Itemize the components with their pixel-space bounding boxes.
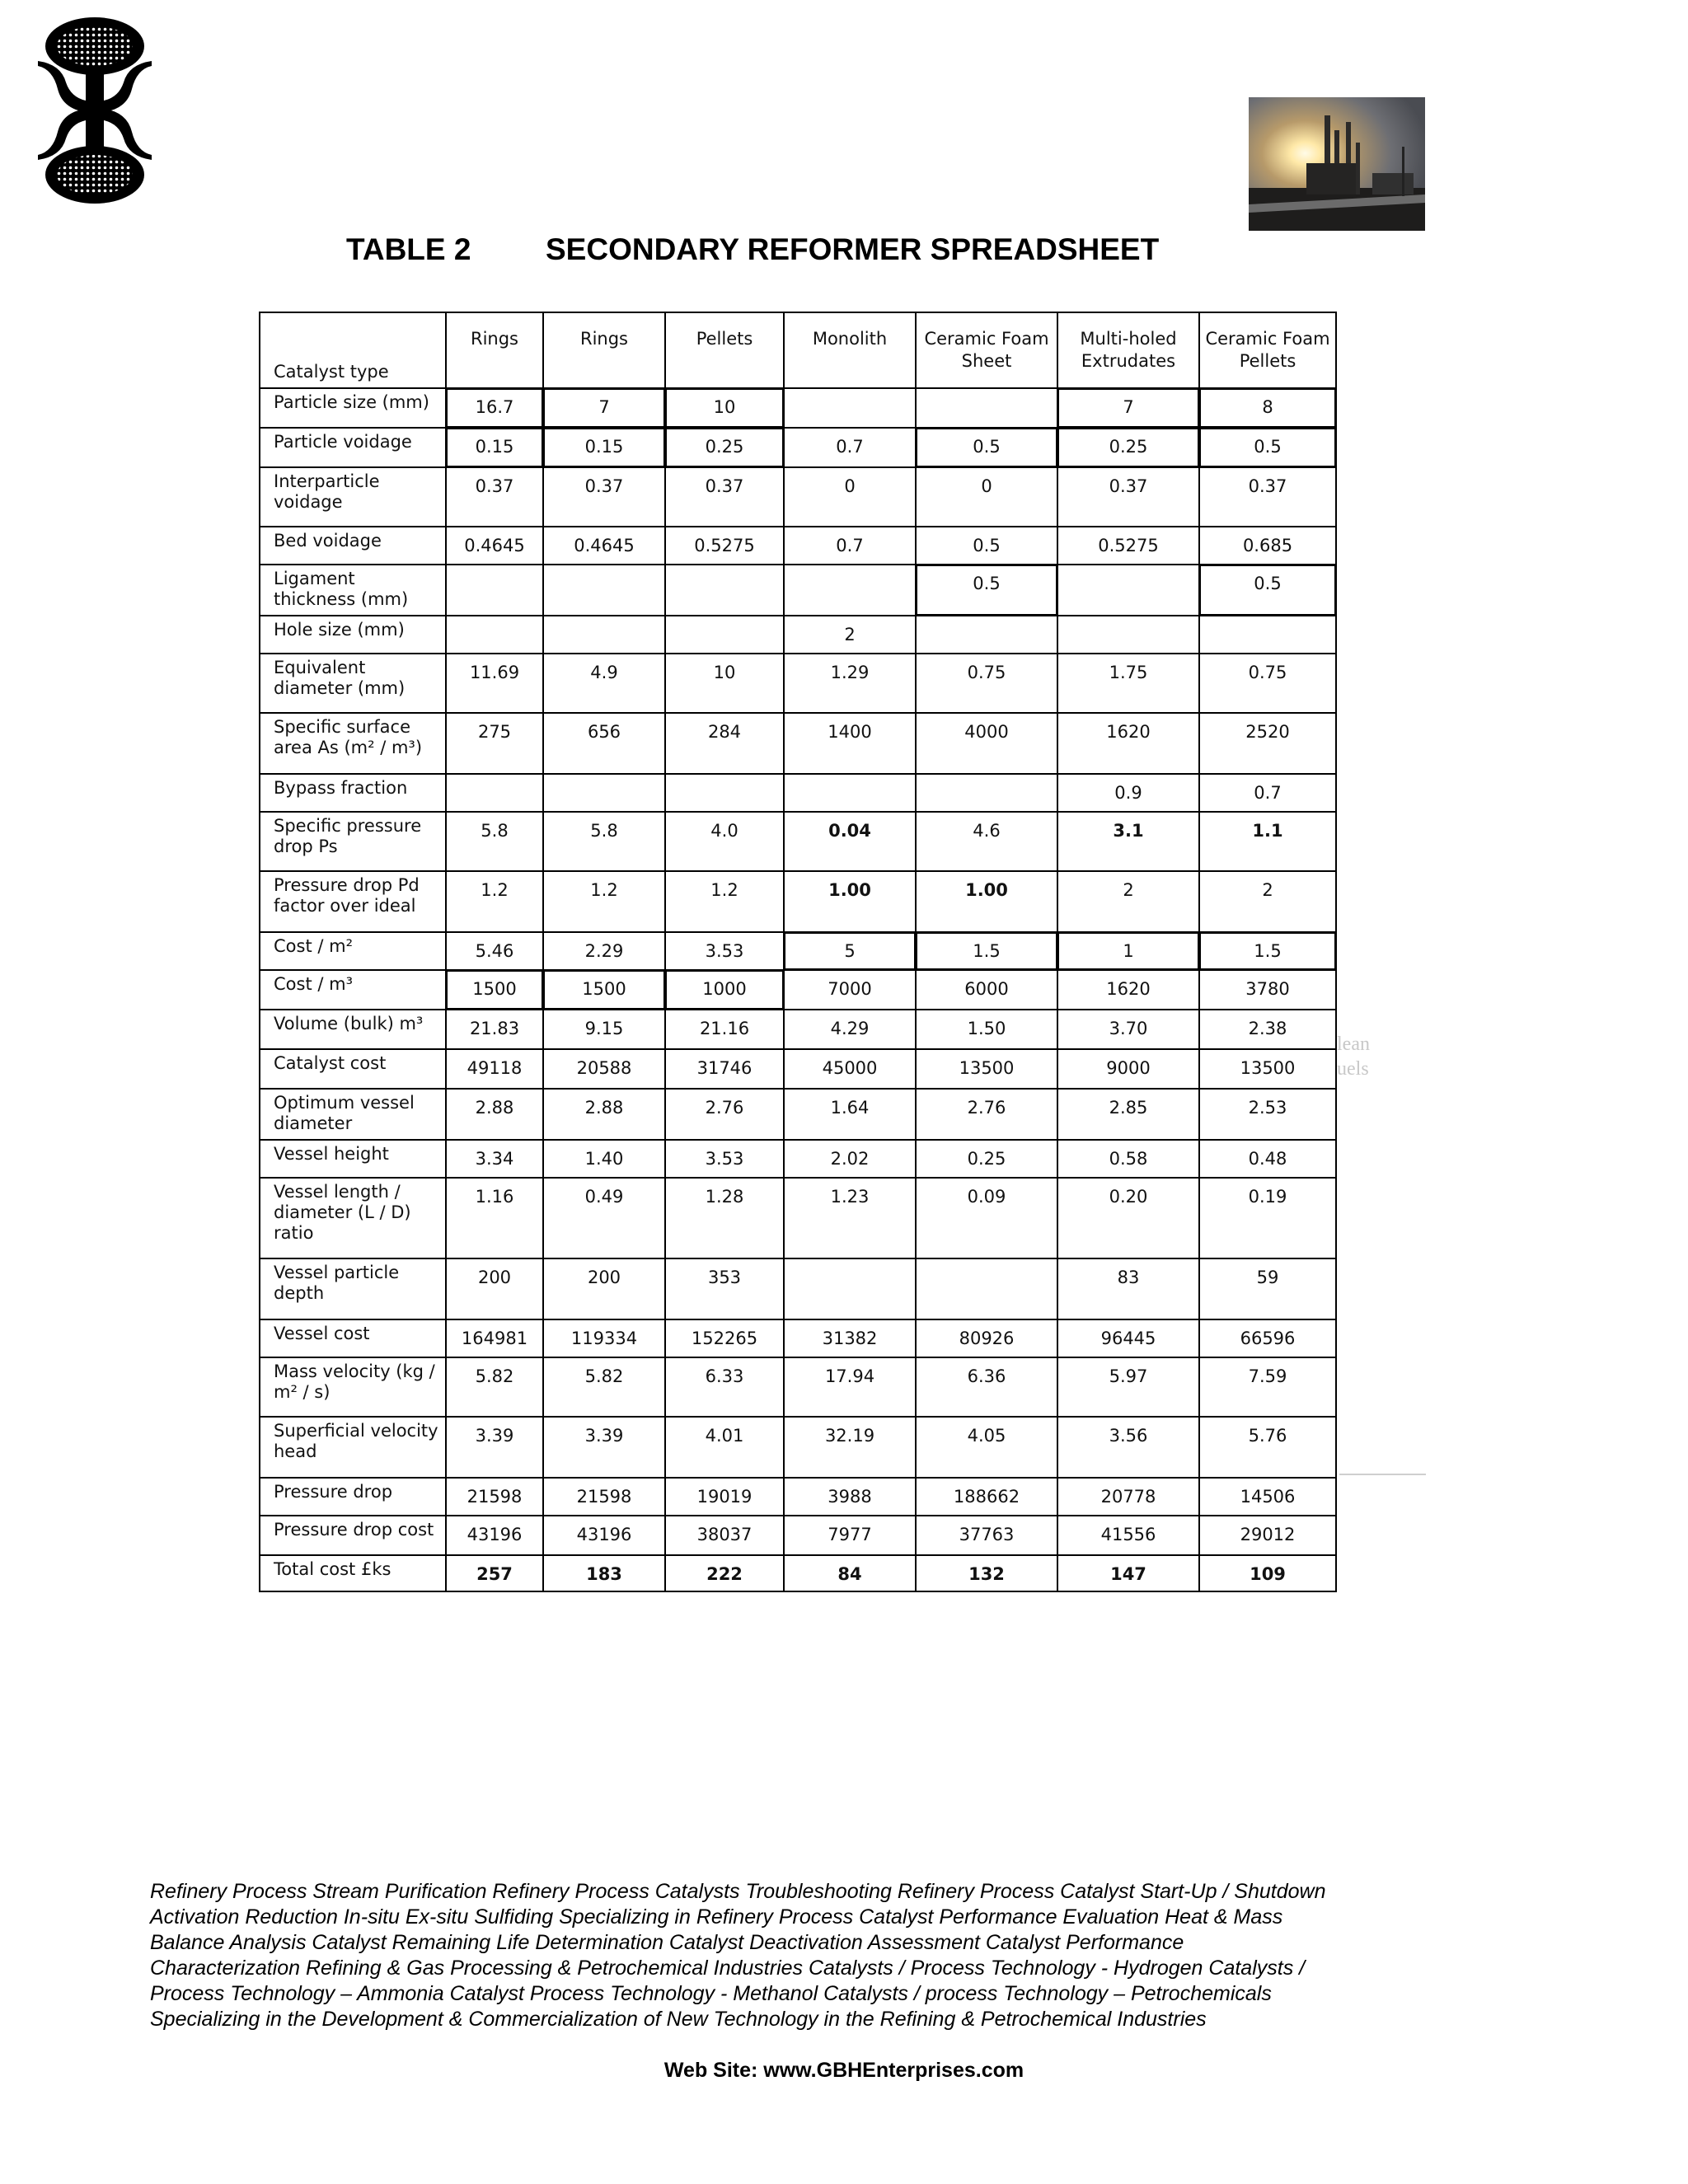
table-cell: 0.9 bbox=[1057, 774, 1199, 812]
table-cell: 5 bbox=[784, 932, 916, 970]
table-cell: 41556 bbox=[1057, 1516, 1199, 1555]
table-cell: 0.5275 bbox=[665, 527, 784, 565]
table-cell: 0.5 bbox=[916, 428, 1057, 467]
table-cell: 3.1 bbox=[1057, 812, 1199, 871]
table-cell: 1.5 bbox=[916, 932, 1057, 970]
table-cell: 5.82 bbox=[446, 1357, 543, 1417]
table-cell bbox=[665, 565, 784, 616]
table-cell: 3.56 bbox=[1057, 1417, 1199, 1478]
table-cell bbox=[543, 774, 665, 812]
column-header: Ceramic Foam Sheet bbox=[916, 312, 1057, 388]
table-cell: 0 bbox=[784, 467, 916, 527]
secondary-reformer-table bbox=[259, 312, 1337, 1592]
table-cell: 3.70 bbox=[1057, 1010, 1199, 1049]
table-cell: 3.34 bbox=[446, 1140, 543, 1178]
table-row bbox=[260, 527, 1336, 565]
table-cell: 7.59 bbox=[1199, 1357, 1336, 1417]
table-cell bbox=[916, 388, 1057, 428]
table-cell: 3.39 bbox=[543, 1417, 665, 1478]
table-row bbox=[260, 1089, 1336, 1140]
table-row bbox=[260, 713, 1336, 774]
table-cell bbox=[1199, 616, 1336, 654]
column-header: Rings bbox=[543, 312, 665, 388]
table-cell: 4000 bbox=[916, 713, 1057, 774]
table-cell bbox=[784, 565, 916, 616]
table-cell bbox=[665, 774, 784, 812]
table-cell: 21.83 bbox=[446, 1010, 543, 1049]
column-header: Pellets bbox=[665, 312, 784, 388]
table-cell: 0.5 bbox=[1199, 428, 1336, 467]
table-cell bbox=[446, 774, 543, 812]
row-label: Specific surface area As (m² / m³) bbox=[260, 713, 446, 774]
table-row bbox=[260, 1357, 1336, 1417]
row-label: Catalyst cost bbox=[260, 1049, 446, 1089]
table-cell: 2.88 bbox=[543, 1089, 665, 1140]
table-cell: 1.23 bbox=[784, 1178, 916, 1258]
table-cell: 152265 bbox=[665, 1319, 784, 1357]
table-title: SECONDARY REFORMER SPREADSHEET bbox=[546, 232, 1160, 266]
refinery-photo bbox=[1249, 97, 1425, 231]
table-cell: 164981 bbox=[446, 1319, 543, 1357]
table-cell: 0.15 bbox=[446, 428, 543, 467]
table-cell: 275 bbox=[446, 713, 543, 774]
row-label: Particle size (mm) bbox=[260, 388, 446, 428]
table-cell bbox=[446, 565, 543, 616]
table-cell: 3.39 bbox=[446, 1417, 543, 1478]
table-cell: 0.48 bbox=[1199, 1140, 1336, 1178]
table-cell: 7 bbox=[1057, 388, 1199, 428]
table-cell bbox=[1057, 565, 1199, 616]
table-row bbox=[260, 1140, 1336, 1178]
table-cell: 1.2 bbox=[446, 871, 543, 932]
table-row bbox=[260, 1049, 1336, 1089]
table-cell: 1.5 bbox=[1199, 932, 1336, 970]
table-cell: 10 bbox=[665, 388, 784, 428]
table-cell: 7000 bbox=[784, 970, 916, 1010]
row-label: Vessel height bbox=[260, 1140, 446, 1178]
table-cell: 0.4645 bbox=[543, 527, 665, 565]
table-cell: 21.16 bbox=[665, 1010, 784, 1049]
table-cell: 0.37 bbox=[665, 467, 784, 527]
table-cell: 0.685 bbox=[1199, 527, 1336, 565]
table-cell: 1.00 bbox=[784, 871, 916, 932]
company-logo-icon bbox=[33, 15, 157, 206]
table-cell: 6.33 bbox=[665, 1357, 784, 1417]
table-cell: 1620 bbox=[1057, 970, 1199, 1010]
row-label: Pressure drop cost bbox=[260, 1516, 446, 1555]
table-cell: 20588 bbox=[543, 1049, 665, 1089]
row-label: Cost / m³ bbox=[260, 970, 446, 1010]
table-cell bbox=[784, 774, 916, 812]
column-header: Ceramic Foam Pellets bbox=[1199, 312, 1336, 388]
table-cell: 7977 bbox=[784, 1516, 916, 1555]
row-label: Hole size (mm) bbox=[260, 616, 446, 654]
table-cell: 0.7 bbox=[1199, 774, 1336, 812]
table-cell bbox=[784, 388, 916, 428]
table-cell: 1400 bbox=[784, 713, 916, 774]
table-cell: 83 bbox=[1057, 1258, 1199, 1319]
table-cell bbox=[916, 1258, 1057, 1319]
row-label: Total cost £ks bbox=[260, 1555, 446, 1591]
row-label: Mass velocity (kg / m² / s) bbox=[260, 1357, 446, 1417]
table-row bbox=[260, 970, 1336, 1010]
table-cell: 37763 bbox=[916, 1516, 1057, 1555]
table-cell: 43196 bbox=[446, 1516, 543, 1555]
table-cell: 2.76 bbox=[665, 1089, 784, 1140]
faint-background-text bbox=[1337, 1032, 1370, 1081]
table-cell: 1.64 bbox=[784, 1089, 916, 1140]
table-cell: 4.9 bbox=[543, 654, 665, 713]
table-row bbox=[260, 1417, 1336, 1478]
row-label: Pressure drop Pd factor over ideal bbox=[260, 871, 446, 932]
table-cell: 20778 bbox=[1057, 1478, 1199, 1516]
table-cell bbox=[543, 565, 665, 616]
table-cell: 2.76 bbox=[916, 1089, 1057, 1140]
table-cell: 0.5 bbox=[1199, 565, 1336, 616]
table-cell: 66596 bbox=[1199, 1319, 1336, 1357]
table-cell: 0.04 bbox=[784, 812, 916, 871]
table-cell: 11.69 bbox=[446, 654, 543, 713]
row-label: Vessel length / diameter (L / D) ratio bbox=[260, 1178, 446, 1258]
table-cell: 1.29 bbox=[784, 654, 916, 713]
table-cell bbox=[665, 616, 784, 654]
table-cell: 5.8 bbox=[446, 812, 543, 871]
table-cell: 21598 bbox=[446, 1478, 543, 1516]
table-cell: 353 bbox=[665, 1258, 784, 1319]
table-cell: 1.2 bbox=[665, 871, 784, 932]
table-cell: 4.6 bbox=[916, 812, 1057, 871]
table-cell: 188662 bbox=[916, 1478, 1057, 1516]
row-label: Optimum vessel diameter bbox=[260, 1089, 446, 1140]
table-cell: 0.5275 bbox=[1057, 527, 1199, 565]
row-label: Interparticle voidage bbox=[260, 467, 446, 527]
table-cell: 38037 bbox=[665, 1516, 784, 1555]
table-cell: 0.37 bbox=[1199, 467, 1336, 527]
table-cell: 0.5 bbox=[916, 565, 1057, 616]
table-row bbox=[260, 1319, 1336, 1357]
column-header: Multi-holed Extrudates bbox=[1057, 312, 1199, 388]
table-cell: 1 bbox=[1057, 932, 1199, 970]
table-cell: 84 bbox=[784, 1555, 916, 1591]
table-cell: 147 bbox=[1057, 1555, 1199, 1591]
table-cell: 5.97 bbox=[1057, 1357, 1199, 1417]
table-cell: 2.02 bbox=[784, 1140, 916, 1178]
table-cell: 2520 bbox=[1199, 713, 1336, 774]
table-cell: 4.0 bbox=[665, 812, 784, 871]
table-cell: 0.37 bbox=[1057, 467, 1199, 527]
row-label: Ligament thickness (mm) bbox=[260, 565, 446, 616]
column-header: Monolith bbox=[784, 312, 916, 388]
faint-text-line: lean bbox=[1337, 1033, 1370, 1055]
table-cell: 1000 bbox=[665, 970, 784, 1010]
table-cell: 1.00 bbox=[916, 871, 1057, 932]
table-cell: 2.88 bbox=[446, 1089, 543, 1140]
faint-text-line: uels bbox=[1337, 1058, 1369, 1080]
row-label-header: Catalyst type bbox=[260, 312, 446, 388]
table-cell: 656 bbox=[543, 713, 665, 774]
table-cell: 200 bbox=[446, 1258, 543, 1319]
table-cell: 109 bbox=[1199, 1555, 1336, 1591]
website-line bbox=[0, 2059, 1688, 2083]
table-cell bbox=[916, 774, 1057, 812]
table-cell: 4.29 bbox=[784, 1010, 916, 1049]
table-cell: 0.49 bbox=[543, 1178, 665, 1258]
table-row bbox=[260, 774, 1336, 812]
table-cell: 119334 bbox=[543, 1319, 665, 1357]
table-row bbox=[260, 1516, 1336, 1555]
table-cell: 31382 bbox=[784, 1319, 916, 1357]
table-cell: 16.7 bbox=[446, 388, 543, 428]
table-cell: 29012 bbox=[1199, 1516, 1336, 1555]
table-cell: 31746 bbox=[665, 1049, 784, 1089]
table-row bbox=[260, 1478, 1336, 1516]
table-cell: 17.94 bbox=[784, 1357, 916, 1417]
table-cell: 4.05 bbox=[916, 1417, 1057, 1478]
table-cell: 9000 bbox=[1057, 1049, 1199, 1089]
table-cell: 5.76 bbox=[1199, 1417, 1336, 1478]
table-cell: 0.4645 bbox=[446, 527, 543, 565]
table-cell: 43196 bbox=[543, 1516, 665, 1555]
table-cell: 2.85 bbox=[1057, 1089, 1199, 1140]
table-row bbox=[260, 616, 1336, 654]
table-cell: 0.15 bbox=[543, 428, 665, 467]
footer-description: Refinery Process Stream Purification Refinery Process Catalysts Troubleshooting Refinery Process Catalyst Start-Up / Shutdown Activation Reduction In-situ Ex-situ Sulfiding Specializing in Refinery Process Catalyst Performance Evaluation Heat & Mass Balance Analysis Catalyst Remaining Life Determination Catalyst Deactivation Assessment Catalyst Performance Characterization Refining & Gas Processing & Petrochemical Industries Catalysts / Process Technology - Hydrogen Catalysts / Process Technology – Ammonia Catalyst Process Technology - Methanol Catalysts / process Technology – Petrochemicals Specializing in the Development & Commercialization of New Technology in the Refining & Petrochemical Industries bbox=[150, 1880, 1326, 2031]
table-cell: 0.19 bbox=[1199, 1178, 1336, 1258]
table-row bbox=[260, 428, 1336, 467]
table-number: TABLE 2 bbox=[346, 232, 471, 266]
table-cell: 0.25 bbox=[916, 1140, 1057, 1178]
website-link[interactable]: Web Site: www.GBHEnterprises.com bbox=[663, 2059, 1025, 2082]
table-cell: 1.50 bbox=[916, 1010, 1057, 1049]
table-cell: 0.37 bbox=[543, 467, 665, 527]
table-row bbox=[260, 1178, 1336, 1258]
table-cell: 1.2 bbox=[543, 871, 665, 932]
table-cell: 1500 bbox=[543, 970, 665, 1010]
table-cell: 2.29 bbox=[543, 932, 665, 970]
table-cell: 0.58 bbox=[1057, 1140, 1199, 1178]
row-label: Volume (bulk) m³ bbox=[260, 1010, 446, 1049]
table-row bbox=[260, 1258, 1336, 1319]
table-cell: 5.46 bbox=[446, 932, 543, 970]
table-row bbox=[260, 467, 1336, 527]
table-cell: 1.40 bbox=[543, 1140, 665, 1178]
table-cell: 132 bbox=[916, 1555, 1057, 1591]
table-cell: 10 bbox=[665, 654, 784, 713]
table-cell: 13500 bbox=[1199, 1049, 1336, 1089]
table-cell: 1.75 bbox=[1057, 654, 1199, 713]
table-cell: 0.5 bbox=[916, 527, 1057, 565]
table-cell: 3988 bbox=[784, 1478, 916, 1516]
table-cell: 13500 bbox=[916, 1049, 1057, 1089]
table-cell: 21598 bbox=[543, 1478, 665, 1516]
row-label: Bypass fraction bbox=[260, 774, 446, 812]
table-cell: 0.20 bbox=[1057, 1178, 1199, 1258]
table-cell: 0.75 bbox=[1199, 654, 1336, 713]
table-cell bbox=[784, 1258, 916, 1319]
row-label: Bed voidage bbox=[260, 527, 446, 565]
table-cell: 6.36 bbox=[916, 1357, 1057, 1417]
row-label: Superficial velocity head bbox=[260, 1417, 446, 1478]
table-row bbox=[260, 1010, 1336, 1049]
table-cell bbox=[1057, 616, 1199, 654]
table-cell: 3.53 bbox=[665, 932, 784, 970]
table-cell bbox=[446, 616, 543, 654]
table-cell bbox=[916, 616, 1057, 654]
table-cell: 7 bbox=[543, 388, 665, 428]
table-cell: 32.19 bbox=[784, 1417, 916, 1478]
table-cell: 96445 bbox=[1057, 1319, 1199, 1357]
table-cell: 2 bbox=[1057, 871, 1199, 932]
table-cell: 80926 bbox=[916, 1319, 1057, 1357]
table-row bbox=[260, 1555, 1336, 1591]
table-cell: 3.53 bbox=[665, 1140, 784, 1178]
table-cell: 0.7 bbox=[784, 428, 916, 467]
column-header: Rings bbox=[446, 312, 543, 388]
table-cell: 1.16 bbox=[446, 1178, 543, 1258]
table-cell: 5.8 bbox=[543, 812, 665, 871]
row-label: Vessel particle depth bbox=[260, 1258, 446, 1319]
table-cell: 0.25 bbox=[1057, 428, 1199, 467]
table-cell: 2.38 bbox=[1199, 1010, 1336, 1049]
table-cell: 3780 bbox=[1199, 970, 1336, 1010]
table-cell: 284 bbox=[665, 713, 784, 774]
table-cell: 200 bbox=[543, 1258, 665, 1319]
table-cell bbox=[543, 616, 665, 654]
table-cell: 59 bbox=[1199, 1258, 1336, 1319]
table-cell: 0 bbox=[916, 467, 1057, 527]
row-label: Cost / m² bbox=[260, 932, 446, 970]
table-cell: 183 bbox=[543, 1555, 665, 1591]
table-cell: 222 bbox=[665, 1555, 784, 1591]
row-label: Particle voidage bbox=[260, 428, 446, 467]
faint-divider bbox=[1339, 1474, 1426, 1475]
table-cell: 0.25 bbox=[665, 428, 784, 467]
table-cell: 19019 bbox=[665, 1478, 784, 1516]
table-cell: 49118 bbox=[446, 1049, 543, 1089]
table-row bbox=[260, 812, 1336, 871]
table-cell: 257 bbox=[446, 1555, 543, 1591]
table-cell: 2.53 bbox=[1199, 1089, 1336, 1140]
table-cell: 14506 bbox=[1199, 1478, 1336, 1516]
table-cell: 1500 bbox=[446, 970, 543, 1010]
table-cell: 45000 bbox=[784, 1049, 916, 1089]
table-cell: 5.82 bbox=[543, 1357, 665, 1417]
table-cell: 2 bbox=[784, 616, 916, 654]
table-cell: 0.75 bbox=[916, 654, 1057, 713]
row-label: Pressure drop bbox=[260, 1478, 446, 1516]
table-cell: 0.37 bbox=[446, 467, 543, 527]
table-cell: 2 bbox=[1199, 871, 1336, 932]
table-row bbox=[260, 388, 1336, 428]
table-cell: 4.01 bbox=[665, 1417, 784, 1478]
table-cell: 9.15 bbox=[543, 1010, 665, 1049]
table-cell: 8 bbox=[1199, 388, 1336, 428]
row-label: Equivalent diameter (mm) bbox=[260, 654, 446, 713]
table-cell: 0.7 bbox=[784, 527, 916, 565]
spreadsheet-container bbox=[259, 312, 1337, 1592]
row-label: Specific pressure drop Ps bbox=[260, 812, 446, 871]
table-row bbox=[260, 565, 1336, 616]
table-cell: 6000 bbox=[916, 970, 1057, 1010]
table-cell: 1.28 bbox=[665, 1178, 784, 1258]
table-cell: 1620 bbox=[1057, 713, 1199, 774]
table-row bbox=[260, 654, 1336, 713]
table-header-row bbox=[260, 312, 1336, 388]
row-label: Vessel cost bbox=[260, 1319, 446, 1357]
table-row bbox=[260, 871, 1336, 932]
table-row bbox=[260, 932, 1336, 970]
table-cell: 0.09 bbox=[916, 1178, 1057, 1258]
table-cell: 1.1 bbox=[1199, 812, 1336, 871]
